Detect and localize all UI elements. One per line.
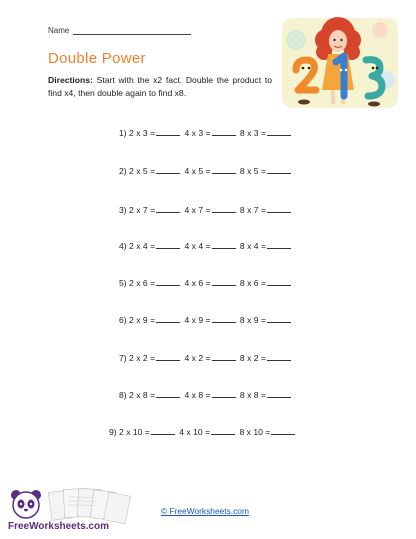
problem-row: [119, 277, 293, 288]
directions-text: Start with the x2 fact. Double the product to find x4, then double again to find x8.: [48, 75, 272, 98]
problem-x2: 2 x 5 =: [129, 166, 156, 176]
problem-row: [119, 240, 293, 251]
problem-number: 9): [109, 427, 117, 437]
logo-text: FreeWorksheets.com: [8, 521, 109, 532]
problem-row: [119, 314, 293, 325]
problem-x8: 8 x 2 =: [239, 353, 266, 363]
answer-blank[interactable]: [156, 314, 180, 323]
problem-x8: 8 x 10 =: [239, 427, 271, 437]
problem-row: [119, 127, 293, 138]
freeworksheets-logo: [6, 485, 156, 535]
answer-blank[interactable]: [267, 389, 291, 398]
problem-x4: 4 x 9 =: [184, 315, 211, 325]
problem-number: 5): [119, 278, 127, 288]
problem-x2: 2 x 7 =: [129, 205, 156, 215]
answer-blank[interactable]: [267, 314, 291, 323]
worksheet-title: Double Power: [48, 50, 146, 67]
answer-blank[interactable]: [267, 204, 291, 213]
problem-x8: 8 x 7 =: [239, 205, 266, 215]
problem-x2: 2 x 10 =: [119, 427, 150, 437]
answer-blank[interactable]: [267, 352, 291, 361]
problem-x8: 8 x 6 =: [239, 278, 266, 288]
problem-x4: 4 x 3 =: [184, 128, 211, 138]
answer-blank[interactable]: [156, 127, 180, 136]
problem-row: [119, 165, 293, 176]
answer-blank[interactable]: [267, 277, 291, 286]
answer-blank[interactable]: [212, 314, 236, 323]
name-label: Name: [48, 26, 70, 35]
problem-x4: 4 x 5 =: [184, 166, 211, 176]
answer-blank[interactable]: [211, 426, 235, 435]
problem-x4: 4 x 4 =: [184, 241, 211, 251]
problem-x8: 8 x 9 =: [239, 315, 266, 325]
answer-blank[interactable]: [212, 389, 236, 398]
answer-blank[interactable]: [151, 426, 175, 435]
problem-number: 2): [119, 166, 127, 176]
problem-x2: 2 x 6 =: [129, 278, 156, 288]
answer-blank[interactable]: [156, 277, 180, 286]
answer-blank[interactable]: [267, 240, 291, 249]
answer-blank[interactable]: [156, 389, 180, 398]
problem-row: [119, 389, 293, 400]
problem-x2: 2 x 2 =: [129, 353, 156, 363]
problem-number: 7): [119, 353, 127, 363]
answer-blank[interactable]: [212, 352, 236, 361]
problem-row: [119, 204, 293, 215]
problem-number: 4): [119, 241, 127, 251]
problem-x4: 4 x 7 =: [184, 205, 211, 215]
problem-number: 1): [119, 128, 127, 138]
problem-x2: 2 x 9 =: [129, 315, 156, 325]
answer-blank[interactable]: [267, 127, 291, 136]
problem-x8: 8 x 4 =: [239, 241, 266, 251]
problem-x8: 8 x 8 =: [239, 390, 266, 400]
problem-row: [119, 352, 293, 363]
problem-x4: 4 x 8 =: [184, 390, 211, 400]
answer-blank[interactable]: [212, 127, 236, 136]
answer-blank[interactable]: [156, 165, 180, 174]
problem-row: [109, 426, 297, 437]
problem-x2: 2 x 4 =: [129, 241, 156, 251]
problem-number: 6): [119, 315, 127, 325]
problem-x4: 4 x 2 =: [184, 353, 211, 363]
answer-blank[interactable]: [156, 204, 180, 213]
answer-blank[interactable]: [156, 352, 180, 361]
answer-blank[interactable]: [267, 165, 291, 174]
problem-number: 3): [119, 205, 127, 215]
problem-x2: 2 x 3 =: [129, 128, 156, 138]
footer-copyright-link[interactable]: © FreeWorksheets.com: [161, 506, 249, 516]
problem-x4: 4 x 10 =: [179, 427, 211, 437]
problem-x8: 8 x 5 =: [239, 166, 266, 176]
answer-blank[interactable]: [212, 240, 236, 249]
answer-blank[interactable]: [212, 277, 236, 286]
problem-x4: 4 x 6 =: [184, 278, 211, 288]
problem-x2: 2 x 8 =: [129, 390, 156, 400]
directions-label: Directions:: [48, 75, 93, 85]
problem-x8: 8 x 3 =: [239, 128, 266, 138]
problem-number: 8): [119, 390, 127, 400]
answer-blank[interactable]: [212, 204, 236, 213]
answer-blank[interactable]: [156, 240, 180, 249]
answer-blank[interactable]: [271, 426, 295, 435]
answer-blank[interactable]: [212, 165, 236, 174]
